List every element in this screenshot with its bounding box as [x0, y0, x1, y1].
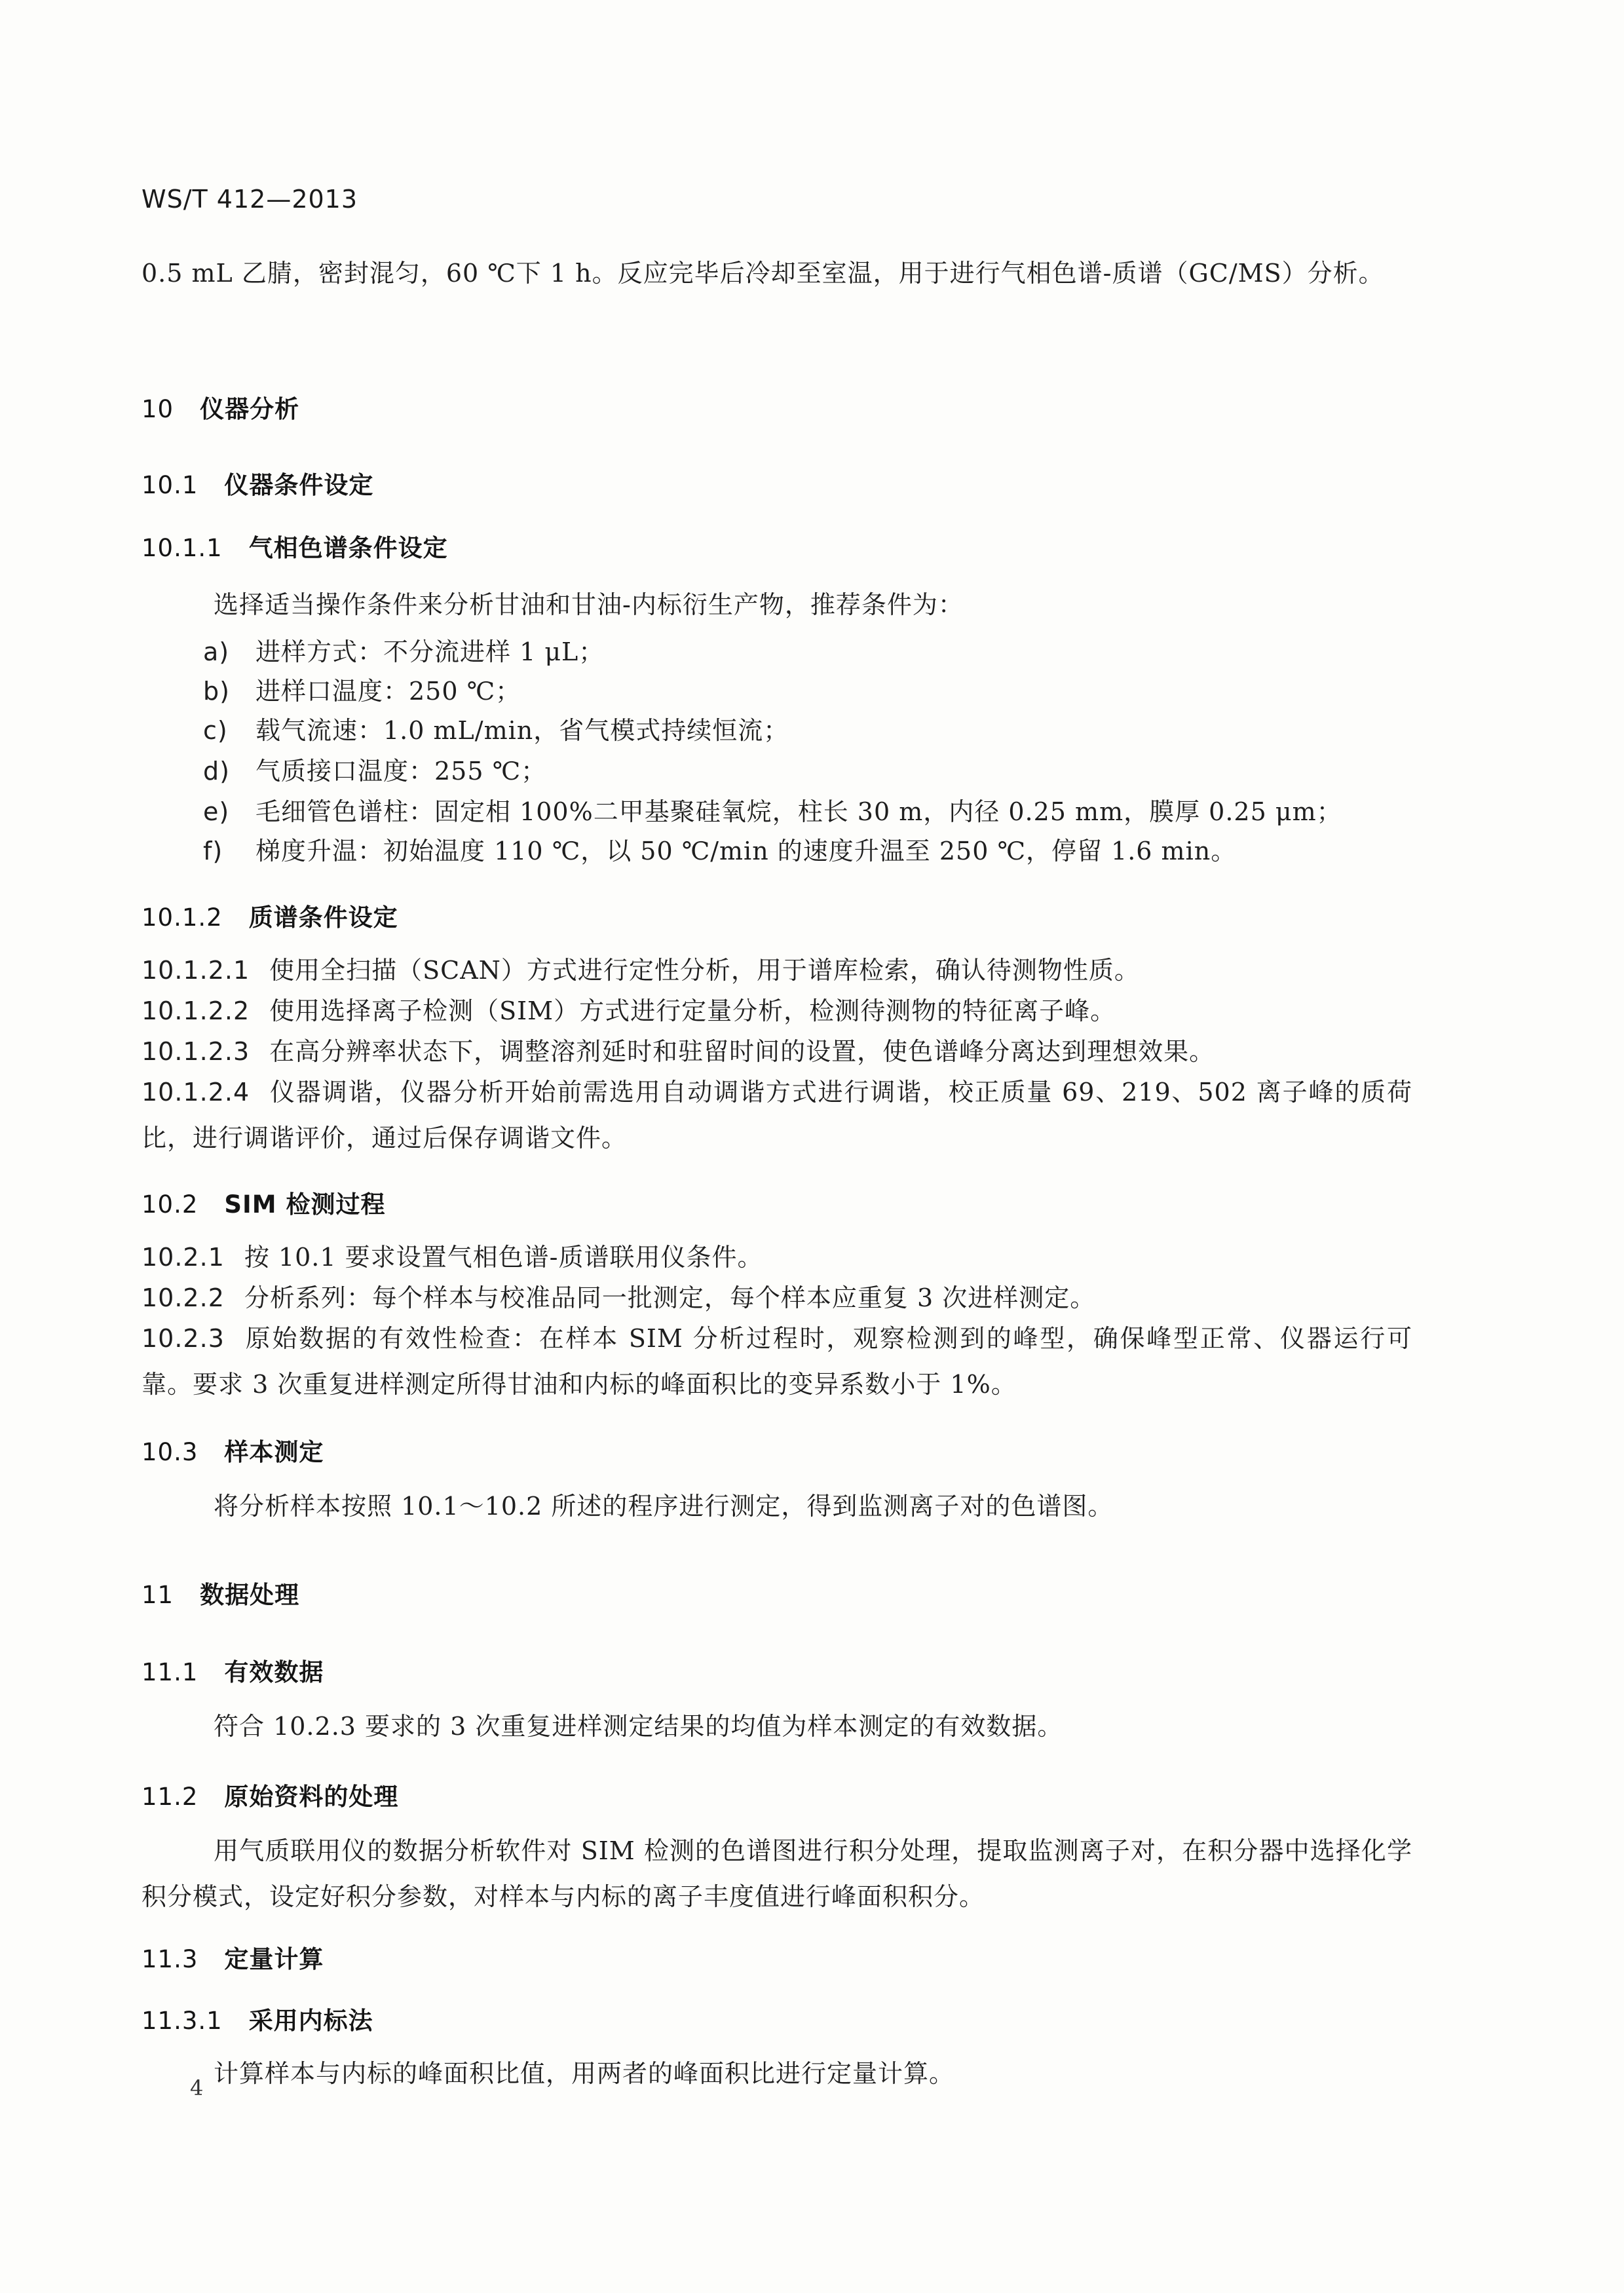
section-title: 样本测定: [224, 1438, 324, 1466]
clause: 10.1.2.4 仪器调谐，仪器分析开始前需选用自动调谐方式进行调谐，校正质量 69、219、502 离子峰的质荷比，进行调谐评价，通过后保存调谐文件。: [142, 1078, 1412, 1152]
section-number: 11: [142, 1581, 174, 1609]
raw-data-processing-text: 用气质联用仪的数据分析软件对 SIM 检测的色谱图进行积分处理，提取监测离子对，在积分器中选择化学积分模式，设定好积分参数，对样本与内标的离子丰度值进行峰面积积分。: [142, 1836, 1412, 1911]
section-number: 10.2: [142, 1190, 198, 1219]
list-item: e) 毛细管色谱柱：固定相 100%二甲基聚硅氧烷，柱长 30 m，内径 0.25 mm，膜厚 0.25 μm；: [203, 797, 1342, 826]
page-number: 4: [190, 2075, 204, 2100]
section-number: 10.1: [142, 471, 198, 499]
section-number: 10.3: [142, 1438, 198, 1466]
section-number: 11.1: [142, 1658, 198, 1686]
section-11-1-heading: [142, 1652, 324, 1688]
list-item: f) 梯度升温：初始温度 110 ℃，以 50 ℃/min 的速度升温至 250 ℃，停留 1.6 min。: [203, 837, 1237, 865]
section-10-1-1-heading: [142, 528, 448, 563]
section-10-3-heading: [142, 1432, 324, 1468]
section-number: 10: [142, 395, 174, 423]
list-item: d) 气质接口温度：255 ℃；: [203, 757, 547, 786]
list-item: c) 载气流速：1.0 mL/min，省气模式持续恒流；: [203, 716, 789, 745]
internal-standard-text: 计算样本与内标的峰面积比值，用两者的峰面积比进行定量计算。: [214, 2059, 955, 2088]
standard-code: WS/T 412—2013: [142, 185, 358, 214]
section-11-3-heading: [142, 1939, 324, 1975]
section-11-3-1-heading: [142, 2001, 373, 2036]
section-title: SIM 检测过程: [224, 1190, 386, 1219]
section-title: 气相色谱条件设定: [248, 534, 448, 562]
section-number: 10.1.1: [142, 534, 223, 562]
section-10-heading: [142, 389, 299, 425]
list-item: a) 进样方式：不分流进样 1 μL；: [203, 637, 605, 666]
clause: 10.1.2.1 使用全扫描（SCAN）方式进行定性分析，用于谱库检索，确认待测物性质。: [142, 956, 1140, 985]
clause: 10.1.2.3 在高分辨率状态下，调整溶剂延时和驻留时间的设置，使色谱峰分离达到理想效果。: [142, 1037, 1215, 1066]
clause: 10.2.3 原始数据的有效性检查：在样本 SIM 分析过程时，观察检测到的峰型，确保峰型正常、仪器运行可靠。要求 3 次重复进样测定所得甘油和内标的峰面积比的变异系数小于 1%。: [142, 1324, 1412, 1399]
gc-conditions-intro: 选择适当操作条件来分析甘油和甘油-内标衍生产物，推荐条件为：: [214, 590, 964, 619]
clause: 10.2.2 分析系列：每个样本与校准品同一批测定，每个样本应重复 3 次进样测定。: [142, 1283, 1096, 1312]
section-11-2-heading: [142, 1777, 398, 1812]
section-11-heading: [142, 1575, 299, 1610]
valid-data-text: 符合 10.2.3 要求的 3 次重复进样测定结果的均值为样本测定的有效数据。: [214, 1712, 1063, 1741]
clause: 10.1.2.2 使用选择离子检测（SIM）方式进行定量分析，检测待测物的特征离子峰。: [142, 996, 1116, 1025]
section-title: 仪器分析: [200, 395, 300, 423]
section-number: 11.2: [142, 1783, 198, 1811]
section-number: 10.1.2: [142, 903, 223, 932]
section-10-2-heading: [142, 1184, 386, 1220]
list-item: b) 进样口温度：250 ℃；: [203, 677, 521, 706]
section-title: 数据处理: [200, 1581, 300, 1609]
section-title: 采用内标法: [248, 2007, 373, 2035]
clause: 10.2.1 按 10.1 要求设置气相色谱-质谱联用仪条件。: [142, 1243, 763, 1272]
section-title: 有效数据: [224, 1658, 324, 1686]
section-number: 11.3: [142, 1945, 198, 1973]
section-10-1-2-heading: [142, 898, 398, 933]
section-number: 11.3.1: [142, 2007, 223, 2035]
section-title: 定量计算: [224, 1945, 324, 1973]
sample-measurement-text: 将分析样本按照 10.1～10.2 所述的程序进行测定，得到监测离子对的色谱图。: [214, 1492, 1114, 1521]
section-10-1-heading: [142, 465, 373, 501]
section-title: 质谱条件设定: [248, 903, 398, 932]
section-title: 仪器条件设定: [224, 471, 374, 499]
intro-paragraph: 0.5 mL 乙腈，密封混匀，60 ℃下 1 h。反应完毕后冷却至室温，用于进行气相色谱-质谱（GC/MS）分析。: [142, 259, 1384, 288]
section-title: 原始资料的处理: [224, 1783, 399, 1811]
